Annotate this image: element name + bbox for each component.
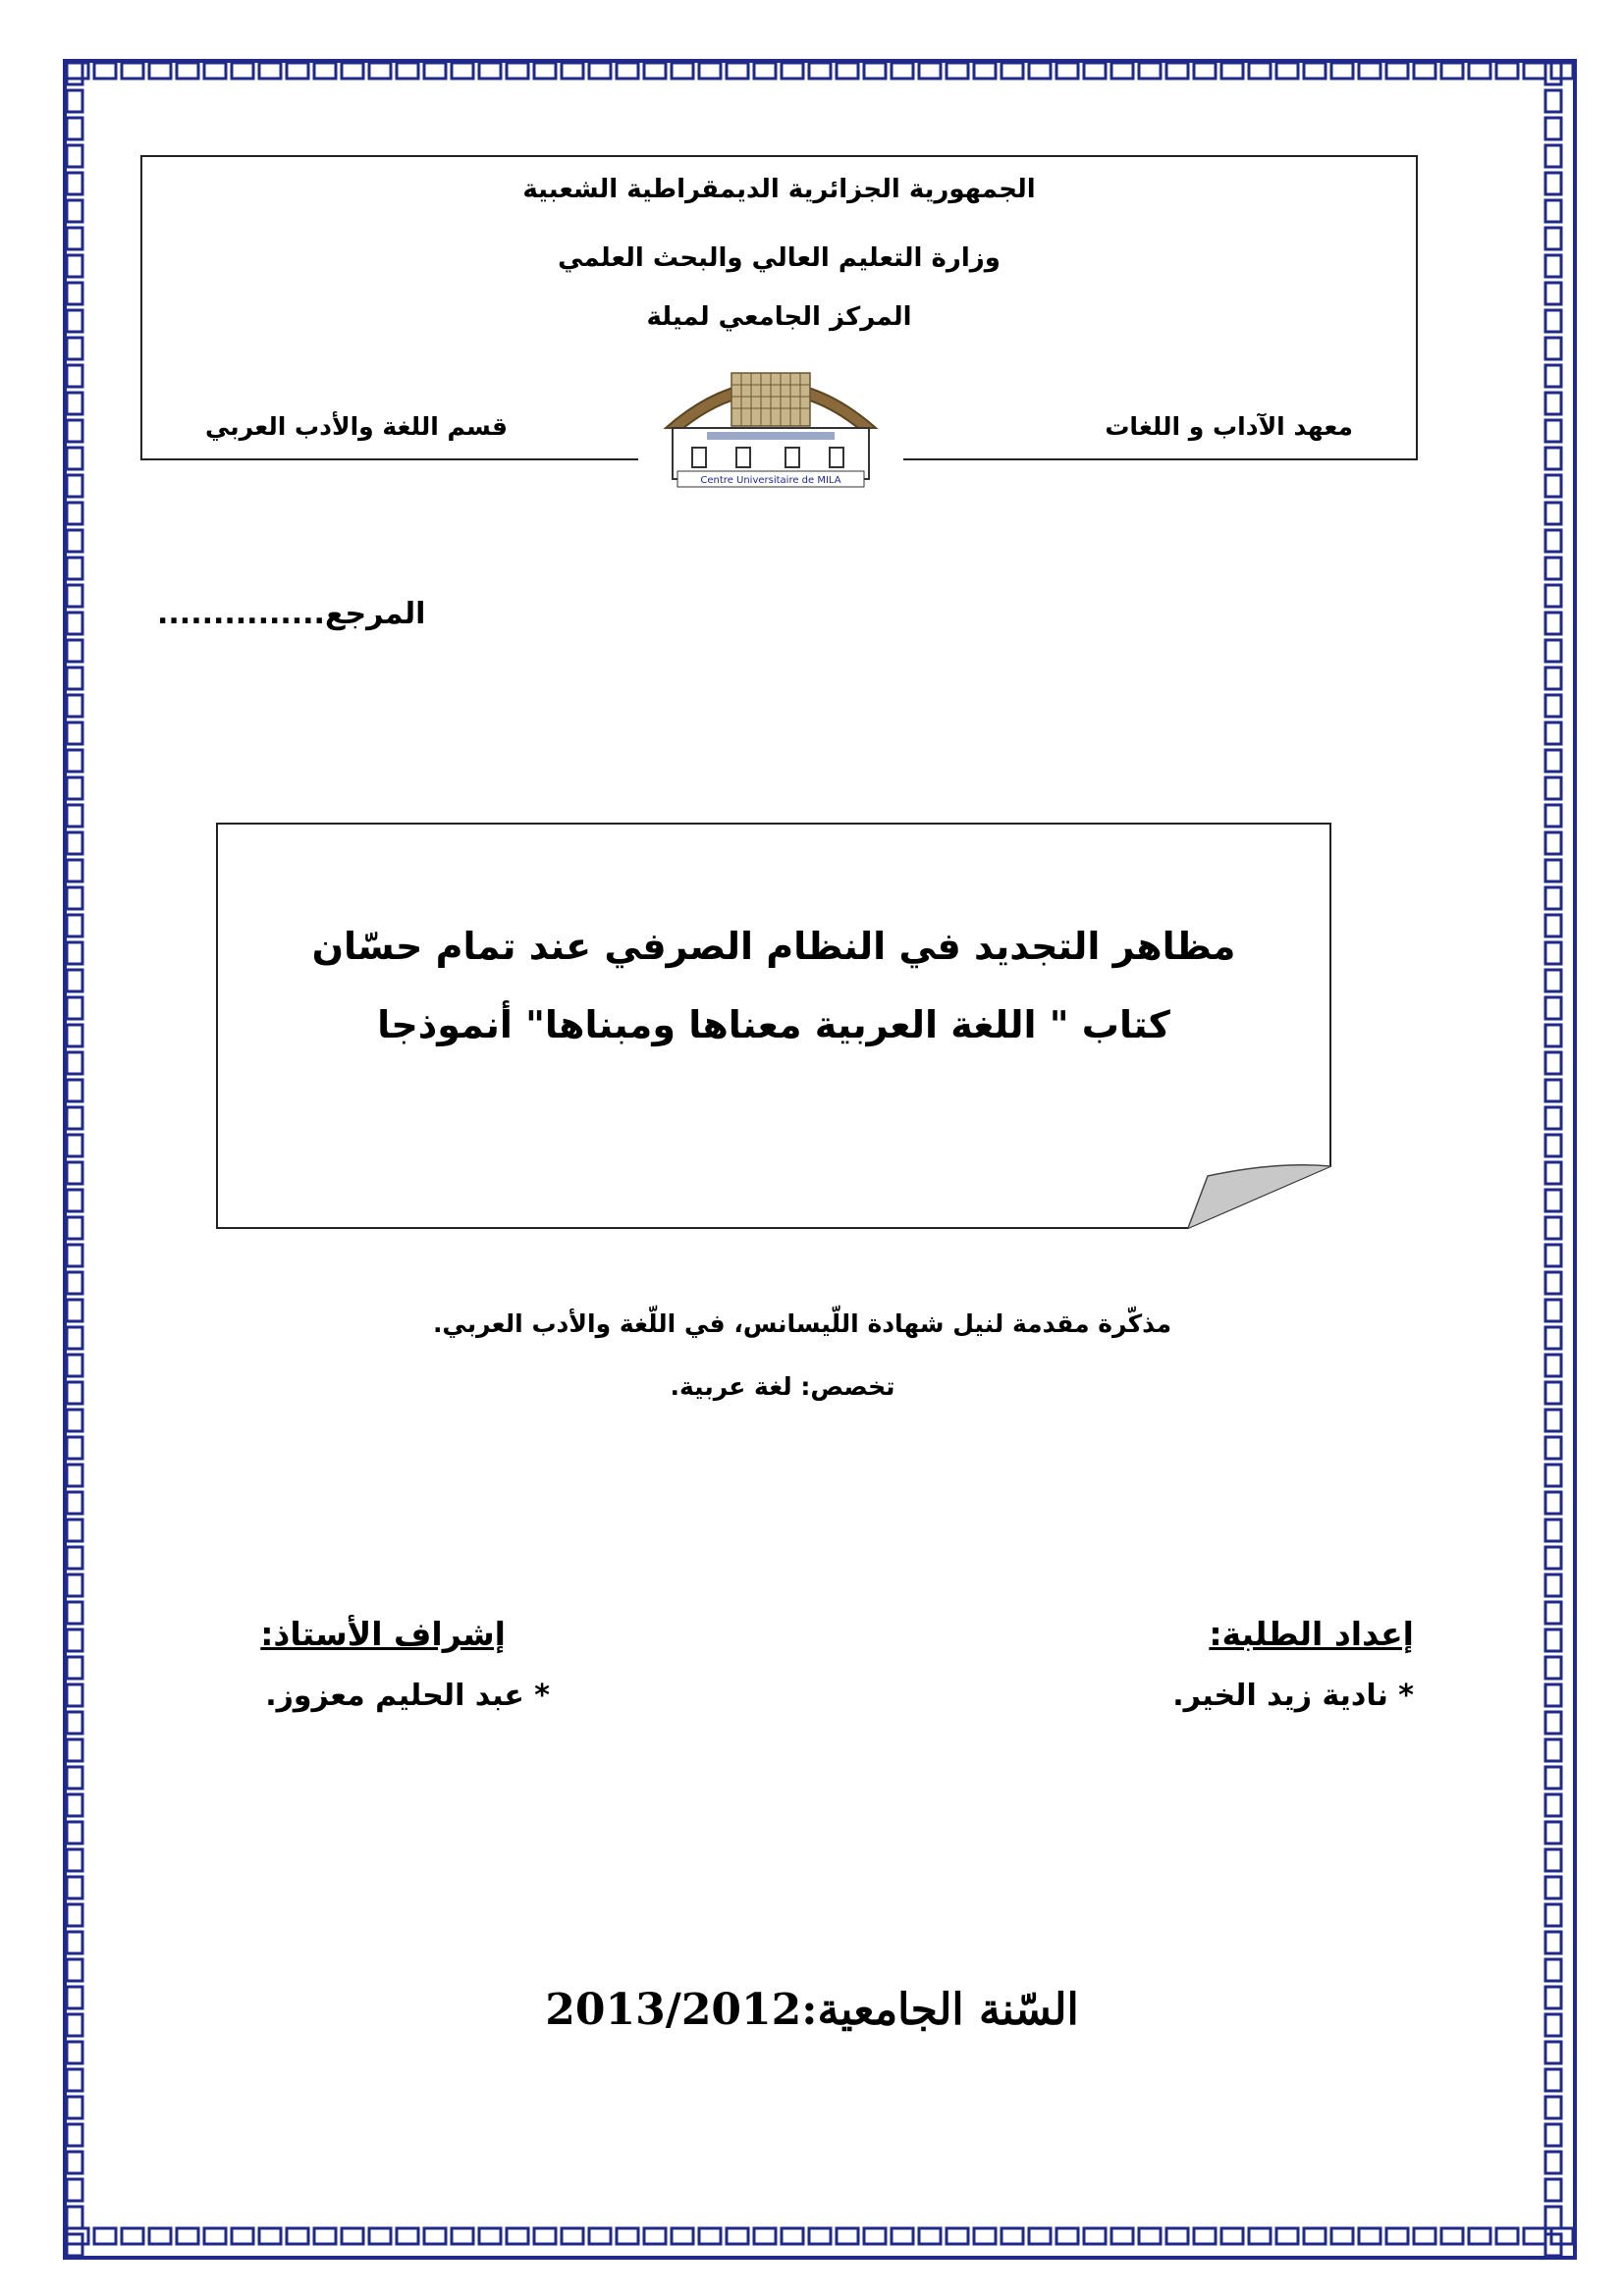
- students-section: [1172, 1615, 1414, 1713]
- republic-heading: الجمهورية الجزائرية الديمقراطية الشعبية: [522, 175, 1036, 204]
- academic-year-label: السّنة الجامعية:: [801, 1985, 1079, 2035]
- thesis-specialty: تخصص: لغة عربية.: [670, 1372, 895, 1401]
- supervisor-section: [206, 1615, 550, 1713]
- thesis-title-line-2: كتاب " اللغة العربية معناها ومبناها" أنموذجا: [377, 1003, 1170, 1046]
- student-name: * نادية زيد الخير.: [1172, 1679, 1414, 1713]
- department-label: قسم اللغة والأدب العربي: [205, 412, 508, 441]
- academic-year-line: [0, 1985, 1624, 2035]
- reference-dots: ...............: [157, 597, 325, 631]
- reference-label: المرجع: [324, 597, 426, 631]
- thesis-title-line-1: مظاهر التجديد في النظام الصرفي عند تمام حسّان: [311, 925, 1236, 968]
- thesis-title-card: [216, 823, 1331, 1229]
- reference-line: [157, 597, 425, 631]
- academic-year-value: 2013/2012: [545, 1985, 802, 2035]
- ministry-heading: وزارة التعليم العالي والبحث العلمي: [558, 243, 1001, 273]
- students-heading: إعداد الطلبة:: [1209, 1615, 1414, 1653]
- university-center-heading: المركز الجامعي لميلة: [646, 302, 912, 332]
- thesis-purpose: مذكّرة مقدمة لنيل شهادة اللّيسانس، في اللّغة والأدب العربي.: [432, 1309, 1172, 1338]
- institute-label: معهد الآداب و اللغات: [1105, 412, 1353, 441]
- logo-caption: Centre Universitaire de MILA: [700, 475, 841, 486]
- supervisor-name: * عبد الحليم معزوز.: [265, 1679, 550, 1713]
- supervisor-heading: إشراف الأستاذ:: [260, 1615, 506, 1653]
- university-logo: [638, 355, 903, 493]
